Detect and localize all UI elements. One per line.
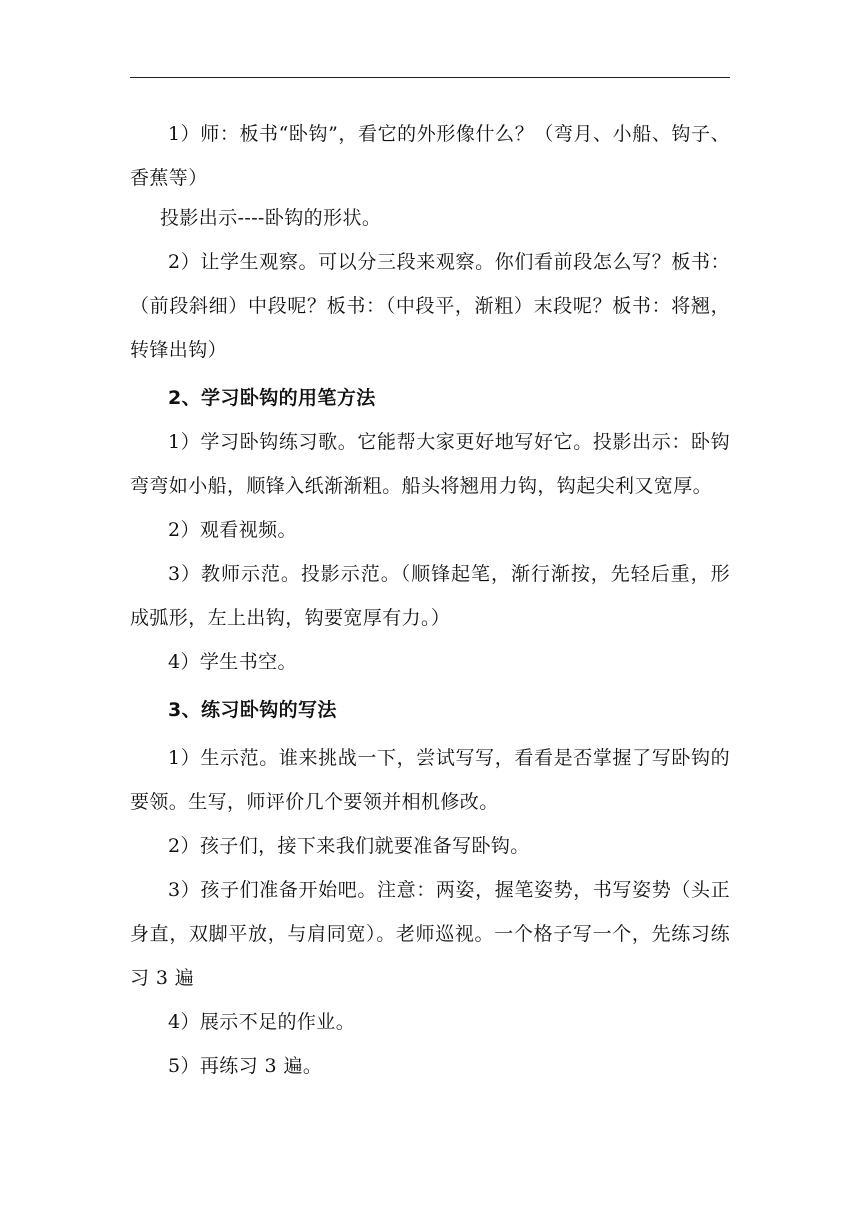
paragraph-song: 1）学习卧钩练习歌。它能帮大家更好地写好它。投影出示：卧钩弯弯如小船，顺锋入纸渐渐粗。船头将翘用力钩，钩起尖利又宽厚。 bbox=[130, 431, 730, 497]
paragraph-projection: 投影出示----卧钩的形状。 bbox=[160, 207, 382, 229]
header-rule bbox=[130, 77, 730, 78]
paragraph-observe: 2）让学生观察。可以分三段来观察。你们看前段怎么写？板书：（前段斜细）中段呢？板书：（中段平，渐粗）末段呢？板书：将翘，转锋出钩） bbox=[130, 251, 730, 361]
paragraph-teacher-board: 1）师：板书“卧钩”，看它的外形像什么？（弯月、小船、钩子、香蕉等） bbox=[130, 123, 730, 189]
paragraph-prepare: 2）孩子们，接下来我们就要准备写卧钩。 bbox=[168, 835, 530, 857]
paragraph-air-writing: 4）学生书空。 bbox=[168, 651, 297, 673]
section-heading-2: 2、学习卧钩的用笔方法 bbox=[168, 387, 376, 409]
paragraph-video: 2）观看视频。 bbox=[168, 519, 297, 541]
paragraph-student-demo: 1）生示范。谁来挑战一下，尝试写写，看看是否掌握了写卧钩的要领。生写，师评价几个要领并相机修改。 bbox=[130, 747, 730, 813]
paragraph-practice-again: 5）再练习 3 遍。 bbox=[168, 1055, 323, 1077]
paragraph-demo: 3）教师示范。投影示范。（顺锋起笔，渐行渐按，先轻后重，形成弧形，左上出钩，钩要宽厚有力。） bbox=[130, 563, 730, 629]
paragraph-show-work: 4）展示不足的作业。 bbox=[168, 1011, 356, 1033]
paragraph-posture: 3）孩子们准备开始吧。注意：两姿，握笔姿势，书写姿势（头正身直，双脚平放，与肩同宽）。老师巡视。一个格子写一个，先练习练习 3 遍 bbox=[130, 879, 730, 989]
section-heading-3: 3、练习卧钩的写法 bbox=[168, 699, 337, 721]
